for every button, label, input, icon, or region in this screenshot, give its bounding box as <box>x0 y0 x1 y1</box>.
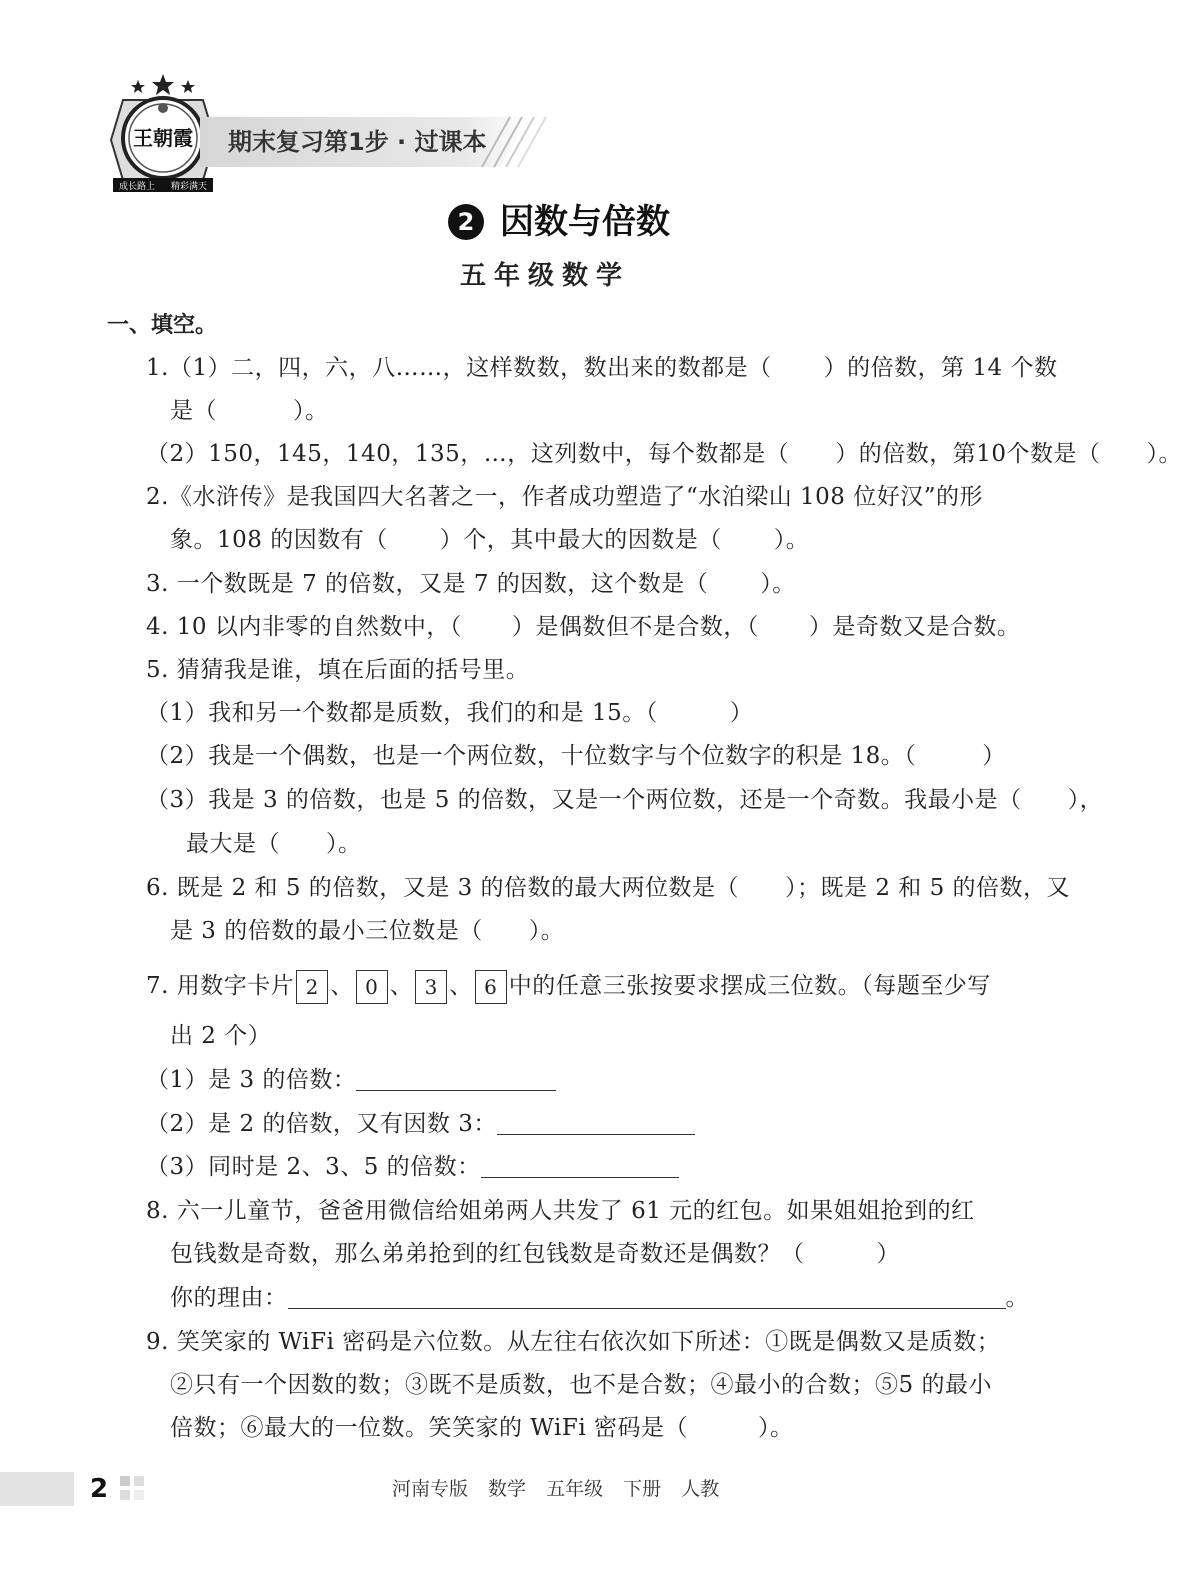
question-5: 5. 猜猜我是谁，填在后面的括号里。 <box>146 657 530 683</box>
question-5-part-2: （2）我是一个偶数，也是一个两位数，十位数字与个位数字的积是 18。（ ） <box>146 743 1006 769</box>
question-1-part-1-cont: 是（ ）。 <box>170 398 329 424</box>
answer-line[interactable] <box>497 1110 695 1135</box>
question-1-part-1: 1.（1）二，四，六，八……，这样数数，数出来的数都是（ ）的倍数，第 14 个数 <box>146 355 1058 381</box>
svg-text:成长路上: 成长路上 <box>118 182 156 192</box>
question-9-cont-2: 倍数；⑥最大的一位数。笑笑家的 WiFi 密码是（ ）。 <box>170 1415 794 1441</box>
page-number: 2 <box>90 1474 109 1504</box>
answer-line[interactable] <box>481 1153 679 1178</box>
question-9-cont-1: ②只有一个因数的数；③既不是质数，也不是合数；④最小的合数；⑤5 的最小 <box>170 1372 992 1398</box>
number-card: 6 <box>475 970 507 1004</box>
question-2: 2.《水浒传》是我国四大名著之一，作者成功塑造了“水泊梁山 108 位好汉”的形 <box>146 484 983 510</box>
svg-text:精彩满天: 精彩满天 <box>170 182 208 192</box>
banner-title: 期末复习第1步 · 过课本 <box>228 128 487 156</box>
question-7-part-3: （3）同时是 2、3、5 的倍数： <box>146 1151 679 1183</box>
question-8-reason: 你的理由： 。 <box>170 1285 1029 1311</box>
question-5-part-3: （3）我是 3 的倍数，也是 5 的倍数，又是一个两位数，还是一个奇数。我最小是（ ）， <box>146 787 1104 813</box>
footer-edition-info: 河南专版 数学 五年级 下册 人教 <box>392 1478 720 1500</box>
footer-decoration <box>0 1472 150 1506</box>
question-7-part-1: （1）是 3 的倍数： <box>146 1064 556 1096</box>
question-4: 4. 10 以内非零的自然数中，（ ）是偶数但不是合数，（ ）是奇数又是合数。 <box>146 614 1021 640</box>
question-6: 6. 既是 2 和 5 的倍数，又是 3 的倍数的最大两位数是（ ）；既是 2 和 5 的倍数，又 <box>146 875 1071 901</box>
question-2-cont: 象。108 的因数有（ ）个，其中最大的因数是（ ）。 <box>170 527 810 553</box>
section-title: 一、填空。 <box>107 313 218 338</box>
question-7-part-2: （2）是 2 的倍数，又有因数 3： <box>146 1108 695 1140</box>
unit-number-badge: 2 <box>448 204 484 240</box>
question-9: 9. 笑笑家的 WiFi 密码是六位数。从左往右依次如下所述：①既是偶数又是质数； <box>146 1329 1001 1355</box>
question-8: 8. 六一儿童节，爸爸用微信给姐弟两人共发了 61 元的红包。如果姐姐抢到的红 <box>146 1198 975 1224</box>
question-5-part-3-cont: 最大是（ ）。 <box>186 831 362 857</box>
svg-text:王朝霞: 王朝霞 <box>133 126 193 150</box>
question-3: 3. 一个数既是 7 的倍数，又是 7 的因数，这个数是（ ）。 <box>146 571 796 597</box>
answer-line[interactable] <box>356 1066 556 1091</box>
page-subtitle: 五年级数学 <box>460 261 631 291</box>
question-5-part-1: （1）我和另一个数都是质数，我们的和是 15。（ ） <box>146 700 754 726</box>
number-card: 2 <box>296 970 328 1004</box>
unit-title: 因数与倍数 <box>500 202 670 242</box>
question-8-cont: 包钱数是奇数，那么弟弟抢到的红包钱数是奇数还是偶数？（ ） <box>170 1241 900 1267</box>
question-6-cont: 是 3 的倍数的最小三位数是（ ）。 <box>170 918 565 944</box>
question-1-part-2: （2）150，145，140，135，…，这列数中，每个数都是（ ）的倍数，第10个数是（ ）。 <box>146 441 1182 467</box>
number-card: 0 <box>356 970 388 1004</box>
question-7-cont: 出 2 个） <box>170 1023 272 1049</box>
number-card: 3 <box>415 970 447 1004</box>
answer-line[interactable] <box>288 1284 1006 1309</box>
question-7: 7. 用数字卡片 2 、 0 、 3 、 6 中的任意三张按要求摆成三位数。（每题至少写 <box>146 968 991 1004</box>
